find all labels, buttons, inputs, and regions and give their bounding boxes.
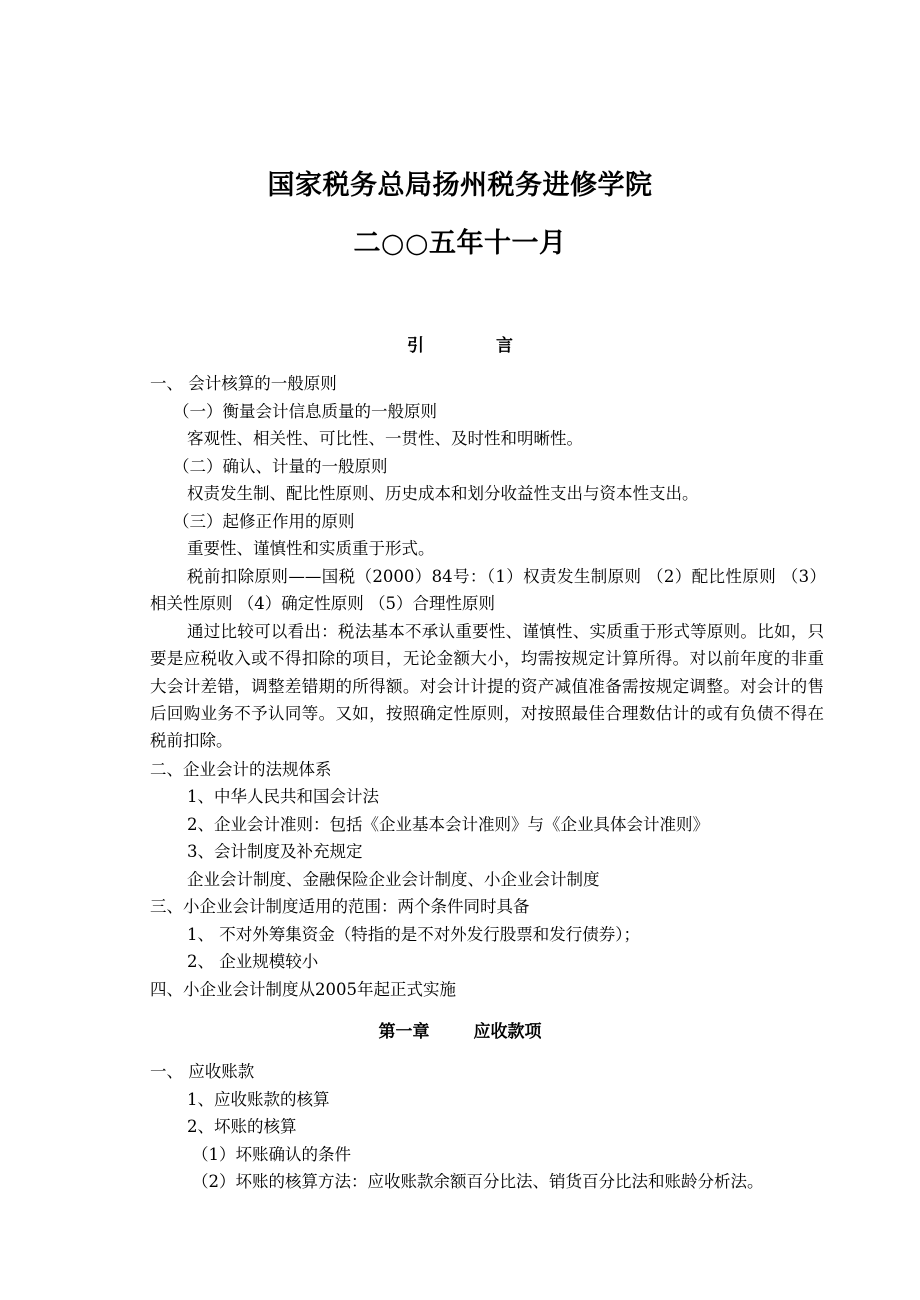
chapter-1-title: 应收款项 xyxy=(473,1022,542,1042)
section-1-1-title: （一）衡量会计信息质量的一般原则 xyxy=(173,402,437,421)
chapter-1-number: 第一章 xyxy=(378,1022,430,1042)
section-2-item-3-text: 企业会计制度、金融保险企业会计制度、小企业会计制度 xyxy=(187,870,600,889)
section-1-2-title: （二）确认、计量的一般原则 xyxy=(173,457,388,476)
document-date: 二○○五年十一月 xyxy=(353,228,567,259)
section-1-2-text: 权责发生制、配比性原则、历史成本和划分收益性支出与资本性支出。 xyxy=(187,484,699,503)
section-3-title: 三、小企业会计制度适用的范围：两个条件同时具备 xyxy=(150,897,530,916)
section-3-item-2: 2、 企业规模较小 xyxy=(187,952,319,971)
section-1-1-text: 客观性、相关性、可比性、一贯性、及时性和明晰性。 xyxy=(187,429,583,448)
intro-heading-char-1: 引 xyxy=(407,336,424,356)
tax-deduction-principles: 税前扣除原则——国税（2000）84号：（1）权责发生制原则 （2）配比性原则 （3）相关性原则 （4）确定性原则 （5）合理性原则 xyxy=(150,567,826,614)
intro-heading-char-2: 言 xyxy=(496,336,513,356)
section-1-3-text: 重要性、谨慎性和实质重于形式。 xyxy=(187,539,435,558)
section-1-3-title: （三）起修正作用的原则 xyxy=(173,512,355,531)
comparison-paragraph: 通过比较可以看出：税法基本不承认重要性、谨慎性、实质重于形式等原则。比如，只要是应税收入或不得扣除的项目，无论金额大小，均需按规定计算所得。对以前年度的非重大会计差错，调整差错期的所得额。对会计计提的资产减值准备需按规定调整。对会计的售后回购业务不予认同等。又如，按照确定性原则，对按照最佳合理数估计的或有负债不得在税前扣除。 xyxy=(150,622,824,751)
institution-title: 国家税务总局扬州税务进修学院 xyxy=(267,170,653,201)
chapter-1-item-1: 1、应收账款的核算 xyxy=(187,1090,330,1109)
section-1-title: 一、 会计核算的一般原则 xyxy=(150,374,337,393)
chapter-1-heading xyxy=(0,1017,920,1042)
chapter-1-item-2-1: （1）坏账确认的条件 xyxy=(192,1145,351,1164)
chapter-1-section-1-title: 一、 应收账款 xyxy=(150,1062,255,1081)
section-3-item-1: 1、 不对外筹集资金（特指的是不对外发行股票和发行债券）； xyxy=(187,925,640,944)
section-4-title: 四、小企业会计制度从2005年起正式实施 xyxy=(150,980,456,999)
section-2-item-3: 3、会计制度及补充规定 xyxy=(187,842,363,861)
section-2-item-1: 1、中华人民共和国会计法 xyxy=(187,787,379,806)
chapter-1-item-2-2: （2）坏账的核算方法：应收账款余额百分比法、销货百分比法和账龄分析法。 xyxy=(192,1172,764,1191)
section-2-title: 二、企业会计的法规体系 xyxy=(150,760,332,779)
section-2-item-2: 2、企业会计准则：包括《企业基本会计准则》与《企业具体会计准则》 xyxy=(187,815,709,834)
intro-heading xyxy=(0,331,920,356)
chapter-1-item-2: 2、坏账的核算 xyxy=(187,1117,297,1136)
